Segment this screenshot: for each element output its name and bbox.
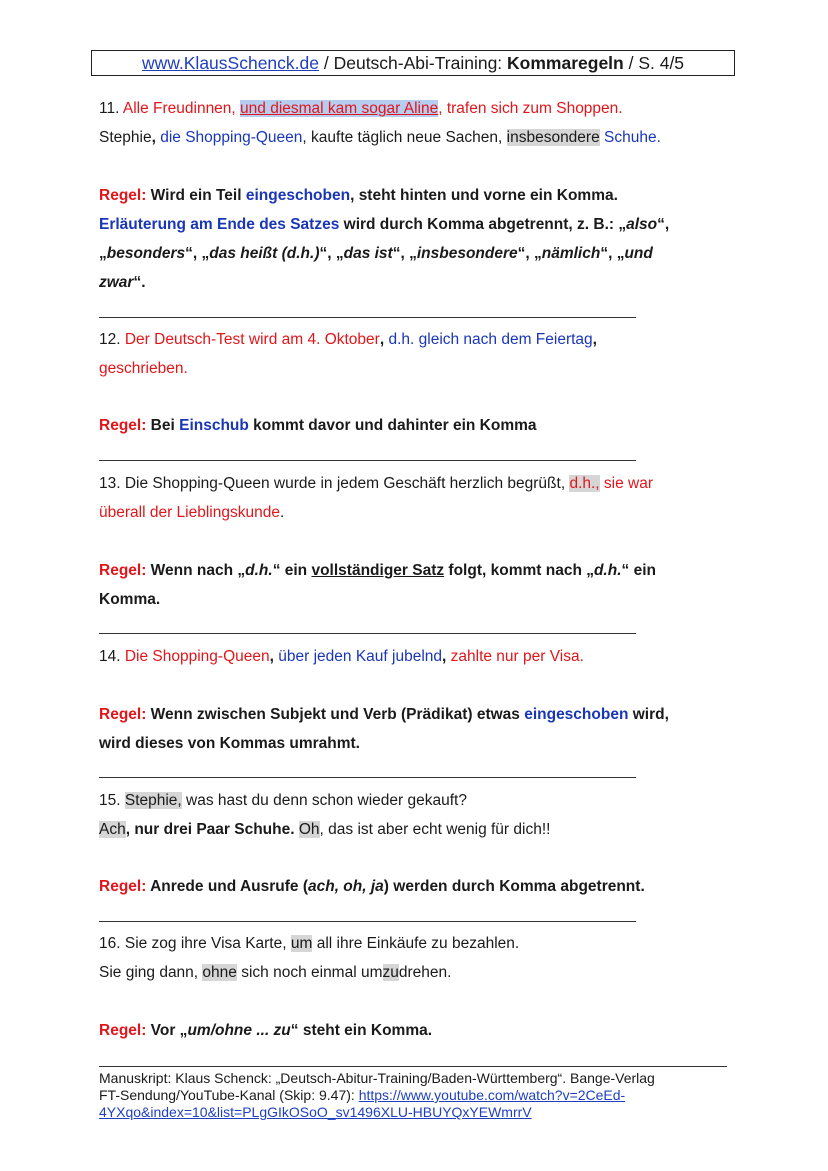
page-header bbox=[91, 50, 735, 76]
text: , das ist aber echt wenig für dich!! bbox=[319, 821, 551, 838]
footer-line-2 bbox=[99, 1087, 625, 1104]
text: Komma. bbox=[99, 591, 161, 608]
highlighted-word: insbesondere bbox=[506, 129, 600, 146]
example-word: ach, oh, ja bbox=[307, 878, 384, 895]
highlighted-word: Ach bbox=[99, 821, 126, 838]
text: Wenn nach „ bbox=[146, 562, 246, 579]
text-blue: d.h. gleich nach dem Feiertag bbox=[388, 331, 593, 348]
highlighted-insertion: und diesmal kam sogar Aline bbox=[240, 100, 439, 117]
text: folgt, kommt nach „ bbox=[444, 562, 594, 579]
text-red: sie war bbox=[599, 475, 654, 492]
sentence-16-line-1 bbox=[99, 934, 519, 954]
text-blue: Erläuterung am Ende des Satzes bbox=[99, 216, 340, 233]
divider bbox=[99, 633, 636, 634]
header-topic: Kommaregeln bbox=[507, 53, 624, 73]
example-word: um/ohne ... zu bbox=[187, 1022, 291, 1039]
rule-label: Regel: bbox=[99, 706, 147, 723]
example-word: also bbox=[626, 216, 658, 233]
text: kommt davor und dahinter ein Komma bbox=[248, 417, 537, 434]
rule-15 bbox=[99, 877, 645, 897]
header-mid: / Deutsch-Abi-Training: bbox=[319, 53, 508, 73]
highlighted-word: Oh bbox=[298, 821, 320, 838]
text: Stephie bbox=[99, 129, 152, 146]
text: 16. Sie zog ihre Visa Karte, bbox=[99, 935, 291, 952]
text-red: Die Shopping-Queen bbox=[124, 648, 270, 665]
sentence-12-line-2 bbox=[99, 359, 188, 379]
rule-12 bbox=[99, 416, 537, 436]
text: wird durch Komma abgetrennt, z. B.: „ bbox=[339, 216, 627, 233]
rule-label: Regel: bbox=[99, 562, 147, 579]
header-page: / S. 4/5 bbox=[623, 53, 685, 73]
text: drehen. bbox=[398, 964, 452, 981]
text: sich noch einmal um bbox=[236, 964, 383, 981]
rule-11-line-2 bbox=[99, 215, 669, 235]
rule-label: Regel: bbox=[99, 1022, 147, 1039]
quote: “, „ bbox=[392, 245, 417, 262]
sentence-14 bbox=[99, 647, 584, 667]
comma: , bbox=[151, 129, 161, 146]
text: “ ein bbox=[272, 562, 312, 579]
example-word: d.h. bbox=[245, 562, 273, 579]
example-word: das heißt (d.h.) bbox=[209, 245, 320, 262]
text: Anrede und Ausrufe ( bbox=[146, 878, 308, 895]
quote: „ bbox=[99, 245, 107, 262]
text-red: Der Deutsch-Test wird am 4. Oktober bbox=[124, 331, 380, 348]
text-blue: eingeschoben bbox=[524, 706, 629, 723]
sentence-number: 12. bbox=[99, 331, 125, 348]
sentence-15-line-1 bbox=[99, 791, 467, 811]
text: , steht hinten und vorne ein Komma. bbox=[350, 187, 618, 204]
rule-11-line-3 bbox=[99, 244, 653, 264]
rule-13-line-2 bbox=[99, 590, 160, 610]
rule-11-line-1 bbox=[99, 186, 618, 206]
text: . bbox=[279, 504, 285, 521]
highlighted-word: um bbox=[290, 935, 313, 952]
text-blue: die Shopping-Queen bbox=[160, 129, 303, 146]
rule-label: Regel: bbox=[99, 187, 147, 204]
youtube-link-continued[interactable]: 4YXqo&index=10&list=PLgGIkOSoO_sv1496XLU-HBUYQxYEWmrrV bbox=[99, 1104, 532, 1120]
divider bbox=[99, 460, 636, 461]
quote: “, „ bbox=[319, 245, 344, 262]
example-word: insbesondere bbox=[416, 245, 518, 262]
sentence-number: 15. bbox=[99, 792, 125, 809]
text: Bei bbox=[146, 417, 180, 434]
sentence-11-line-1 bbox=[99, 99, 623, 119]
text: , kaufte täglich neue Sachen, bbox=[302, 129, 507, 146]
youtube-link[interactable]: https://www.youtube.com/watch?v=2CeEd- bbox=[358, 1087, 626, 1103]
rule-14-line-2 bbox=[99, 734, 360, 754]
text: wird, bbox=[628, 706, 669, 723]
comma: , bbox=[269, 648, 279, 665]
text: ) werden durch Komma abgetrennt. bbox=[383, 878, 645, 895]
divider bbox=[99, 777, 636, 778]
text-red: geschrieben. bbox=[99, 360, 188, 377]
text-red: Alle Freudinnen, bbox=[122, 100, 241, 117]
example-word: nämlich bbox=[541, 245, 601, 262]
example-word: und bbox=[624, 245, 653, 262]
footer-divider bbox=[99, 1066, 727, 1067]
sentence-13-line-1 bbox=[99, 474, 653, 494]
text: “ steht ein Komma. bbox=[290, 1022, 433, 1039]
highlighted-word: zu bbox=[382, 964, 399, 981]
sentence-12-line-1 bbox=[99, 330, 597, 350]
sentence-15-line-2 bbox=[99, 820, 550, 840]
quote: “. bbox=[133, 274, 146, 291]
rule-label: Regel: bbox=[99, 878, 147, 895]
example-word: zwar bbox=[99, 274, 134, 291]
text-blue: Einschub bbox=[179, 417, 249, 434]
rule-14-line-1 bbox=[99, 705, 669, 725]
highlighted-word: Stephie, bbox=[124, 792, 182, 809]
text-red: , trafen sich zum Shoppen. bbox=[438, 100, 623, 117]
divider bbox=[99, 317, 636, 318]
rule-label: Regel: bbox=[99, 417, 147, 434]
sentence-number: 11. bbox=[99, 100, 123, 117]
text: wird dieses von Kommas umrahmt. bbox=[99, 735, 360, 752]
text-blue: eingeschoben bbox=[245, 187, 351, 204]
text: Wird ein Teil bbox=[146, 187, 246, 204]
text: Sie ging dann, bbox=[99, 964, 203, 981]
highlighted-word: ohne bbox=[202, 964, 237, 981]
underlined-text: vollständiger Satz bbox=[311, 562, 445, 579]
text: , nur drei Paar Schuhe. bbox=[125, 821, 299, 838]
text: “ ein bbox=[621, 562, 656, 579]
divider bbox=[99, 921, 636, 922]
comma: , bbox=[379, 331, 389, 348]
text-blue: Schuhe. bbox=[599, 129, 661, 146]
site-link[interactable]: www.KlausSchenck.de bbox=[141, 53, 319, 73]
text: Wenn zwischen Subjekt und Verb (Prädikat) etwas bbox=[146, 706, 525, 723]
quote: “, „ bbox=[185, 245, 210, 262]
comma: , bbox=[442, 648, 451, 665]
text: 13. Die Shopping-Queen wurde in jedem Geschäft herzlich begrüßt, bbox=[99, 475, 570, 492]
quote: “, „ bbox=[517, 245, 542, 262]
sentence-16-line-2 bbox=[99, 963, 451, 983]
rule-16 bbox=[99, 1021, 432, 1041]
text-blue: über jeden Kauf jubelnd bbox=[278, 648, 443, 665]
example-word: besonders bbox=[106, 245, 186, 262]
quote: “, „ bbox=[600, 245, 625, 262]
sentence-11-line-2 bbox=[99, 128, 661, 148]
text-red: zahlte nur per Visa. bbox=[450, 648, 584, 665]
sentence-number: 14. bbox=[99, 648, 125, 665]
text: “, bbox=[657, 216, 670, 233]
text: all ihre Einkäufe zu bezahlen. bbox=[312, 935, 520, 952]
text: was hast du denn schon wieder gekauft? bbox=[181, 792, 467, 809]
rule-13-line-1 bbox=[99, 561, 656, 581]
footer-line-3 bbox=[99, 1104, 532, 1121]
comma: , bbox=[592, 331, 597, 348]
footer-line-1: Manuskript: Klaus Schenck: „Deutsch-Abitur-Training/Baden-Württemberg“. Bange-Verlag bbox=[99, 1070, 655, 1086]
highlighted-word: d.h., bbox=[569, 475, 600, 492]
footer-text: FT-Sendung/YouTube-Kanal (Skip: 9.47): bbox=[99, 1087, 359, 1103]
sentence-13-line-2 bbox=[99, 503, 284, 523]
example-word: das ist bbox=[343, 245, 393, 262]
example-word: d.h. bbox=[593, 562, 622, 579]
text-red: überall der Lieblingskunde bbox=[99, 504, 280, 521]
text: Vor „ bbox=[146, 1022, 188, 1039]
rule-11-line-4 bbox=[99, 273, 146, 293]
